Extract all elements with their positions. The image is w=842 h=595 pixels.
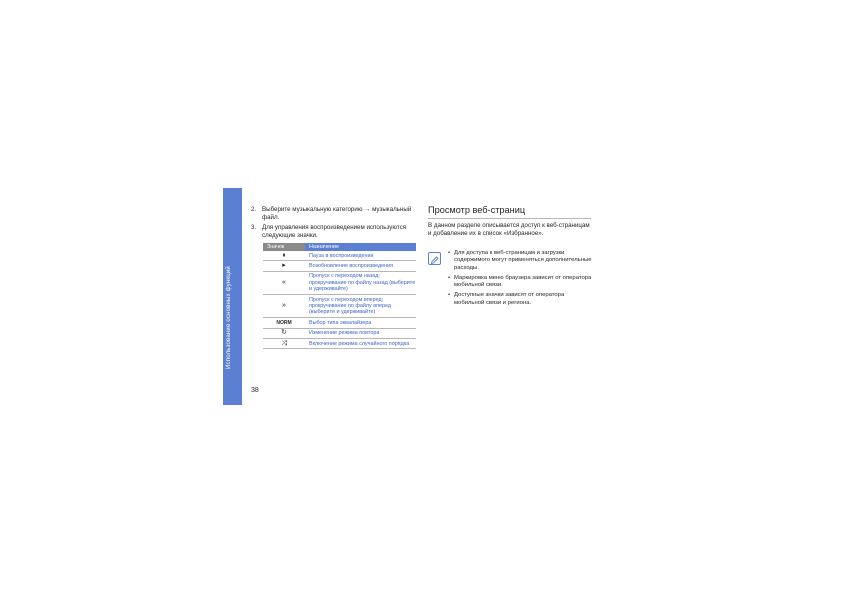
pause-icon: ⏸	[263, 251, 305, 261]
playback-icons-table	[263, 243, 416, 349]
table-row	[263, 261, 416, 271]
table-row	[263, 271, 416, 294]
table-row	[263, 295, 416, 318]
note-text: Маркировка меню браузера зависит от оператора мобильной связи.	[454, 274, 592, 289]
table-row	[263, 328, 416, 338]
row-description: Изменение режима повтора	[305, 328, 416, 338]
section-title: Просмотр веб-страниц	[428, 205, 591, 219]
note-text: Для доступа к веб-страницам и загрузки содержимого могут применяться дополнительные расходы.	[454, 250, 592, 271]
equalizer-icon: NORM	[263, 318, 305, 328]
row-description: Пропуск с переходом вперед; прокручивание по файлу вперед (выберите и удерживайте)	[305, 295, 416, 318]
row-description: Пропуск с переходом назад; прокручивание по файлу назад (выберите и удерживайте)	[305, 271, 416, 294]
chapter-title: Использование основных функций	[226, 266, 232, 369]
bullet-icon: •	[448, 250, 451, 256]
play-icon: ▸	[263, 261, 305, 271]
note-item	[448, 275, 593, 290]
step-number: 2.	[251, 206, 257, 213]
step-text: Выберите музыкальную категорию → музыкальный файл.	[262, 206, 412, 221]
section-intro: В данном разделе описывается доступ к веб-страницам и добавление их в список «Избранное».	[428, 222, 590, 237]
repeat-icon: ↻	[263, 328, 305, 338]
note-item	[448, 292, 593, 307]
header-icon: Значок	[263, 243, 305, 251]
chapter-sidebar	[223, 188, 242, 405]
shuffle-icon: ⤨	[263, 339, 305, 349]
rewind-icon: «	[263, 271, 305, 294]
row-description: Возобновление воспроизведения	[305, 261, 416, 271]
note-item	[448, 250, 593, 272]
bullet-icon: •	[448, 274, 451, 281]
row-description: Включение режима случайного порядка	[305, 339, 416, 349]
table-row	[263, 318, 416, 328]
step-number: 3.	[251, 224, 257, 232]
table-row	[263, 251, 416, 261]
note-pencil-icon	[428, 252, 441, 265]
step-item	[251, 206, 416, 221]
row-description: Пауза в воспроизведении	[305, 251, 416, 261]
notes-list	[448, 250, 593, 310]
step-item	[251, 224, 416, 239]
step-text: Для управления воспроизведением используются следующие значки.	[262, 224, 407, 239]
header-purpose: Назначение	[305, 243, 416, 251]
note-text: Доступные значки зависят от оператора мобильной связи и региона.	[454, 292, 565, 306]
table-row	[263, 339, 416, 349]
forward-icon: »	[263, 295, 305, 318]
table-header-row	[263, 243, 416, 251]
steps-list	[251, 206, 416, 242]
bullet-icon: •	[448, 292, 451, 299]
page-number: 38	[251, 387, 259, 394]
row-description: Выбор типа эквалайзера	[305, 318, 416, 328]
